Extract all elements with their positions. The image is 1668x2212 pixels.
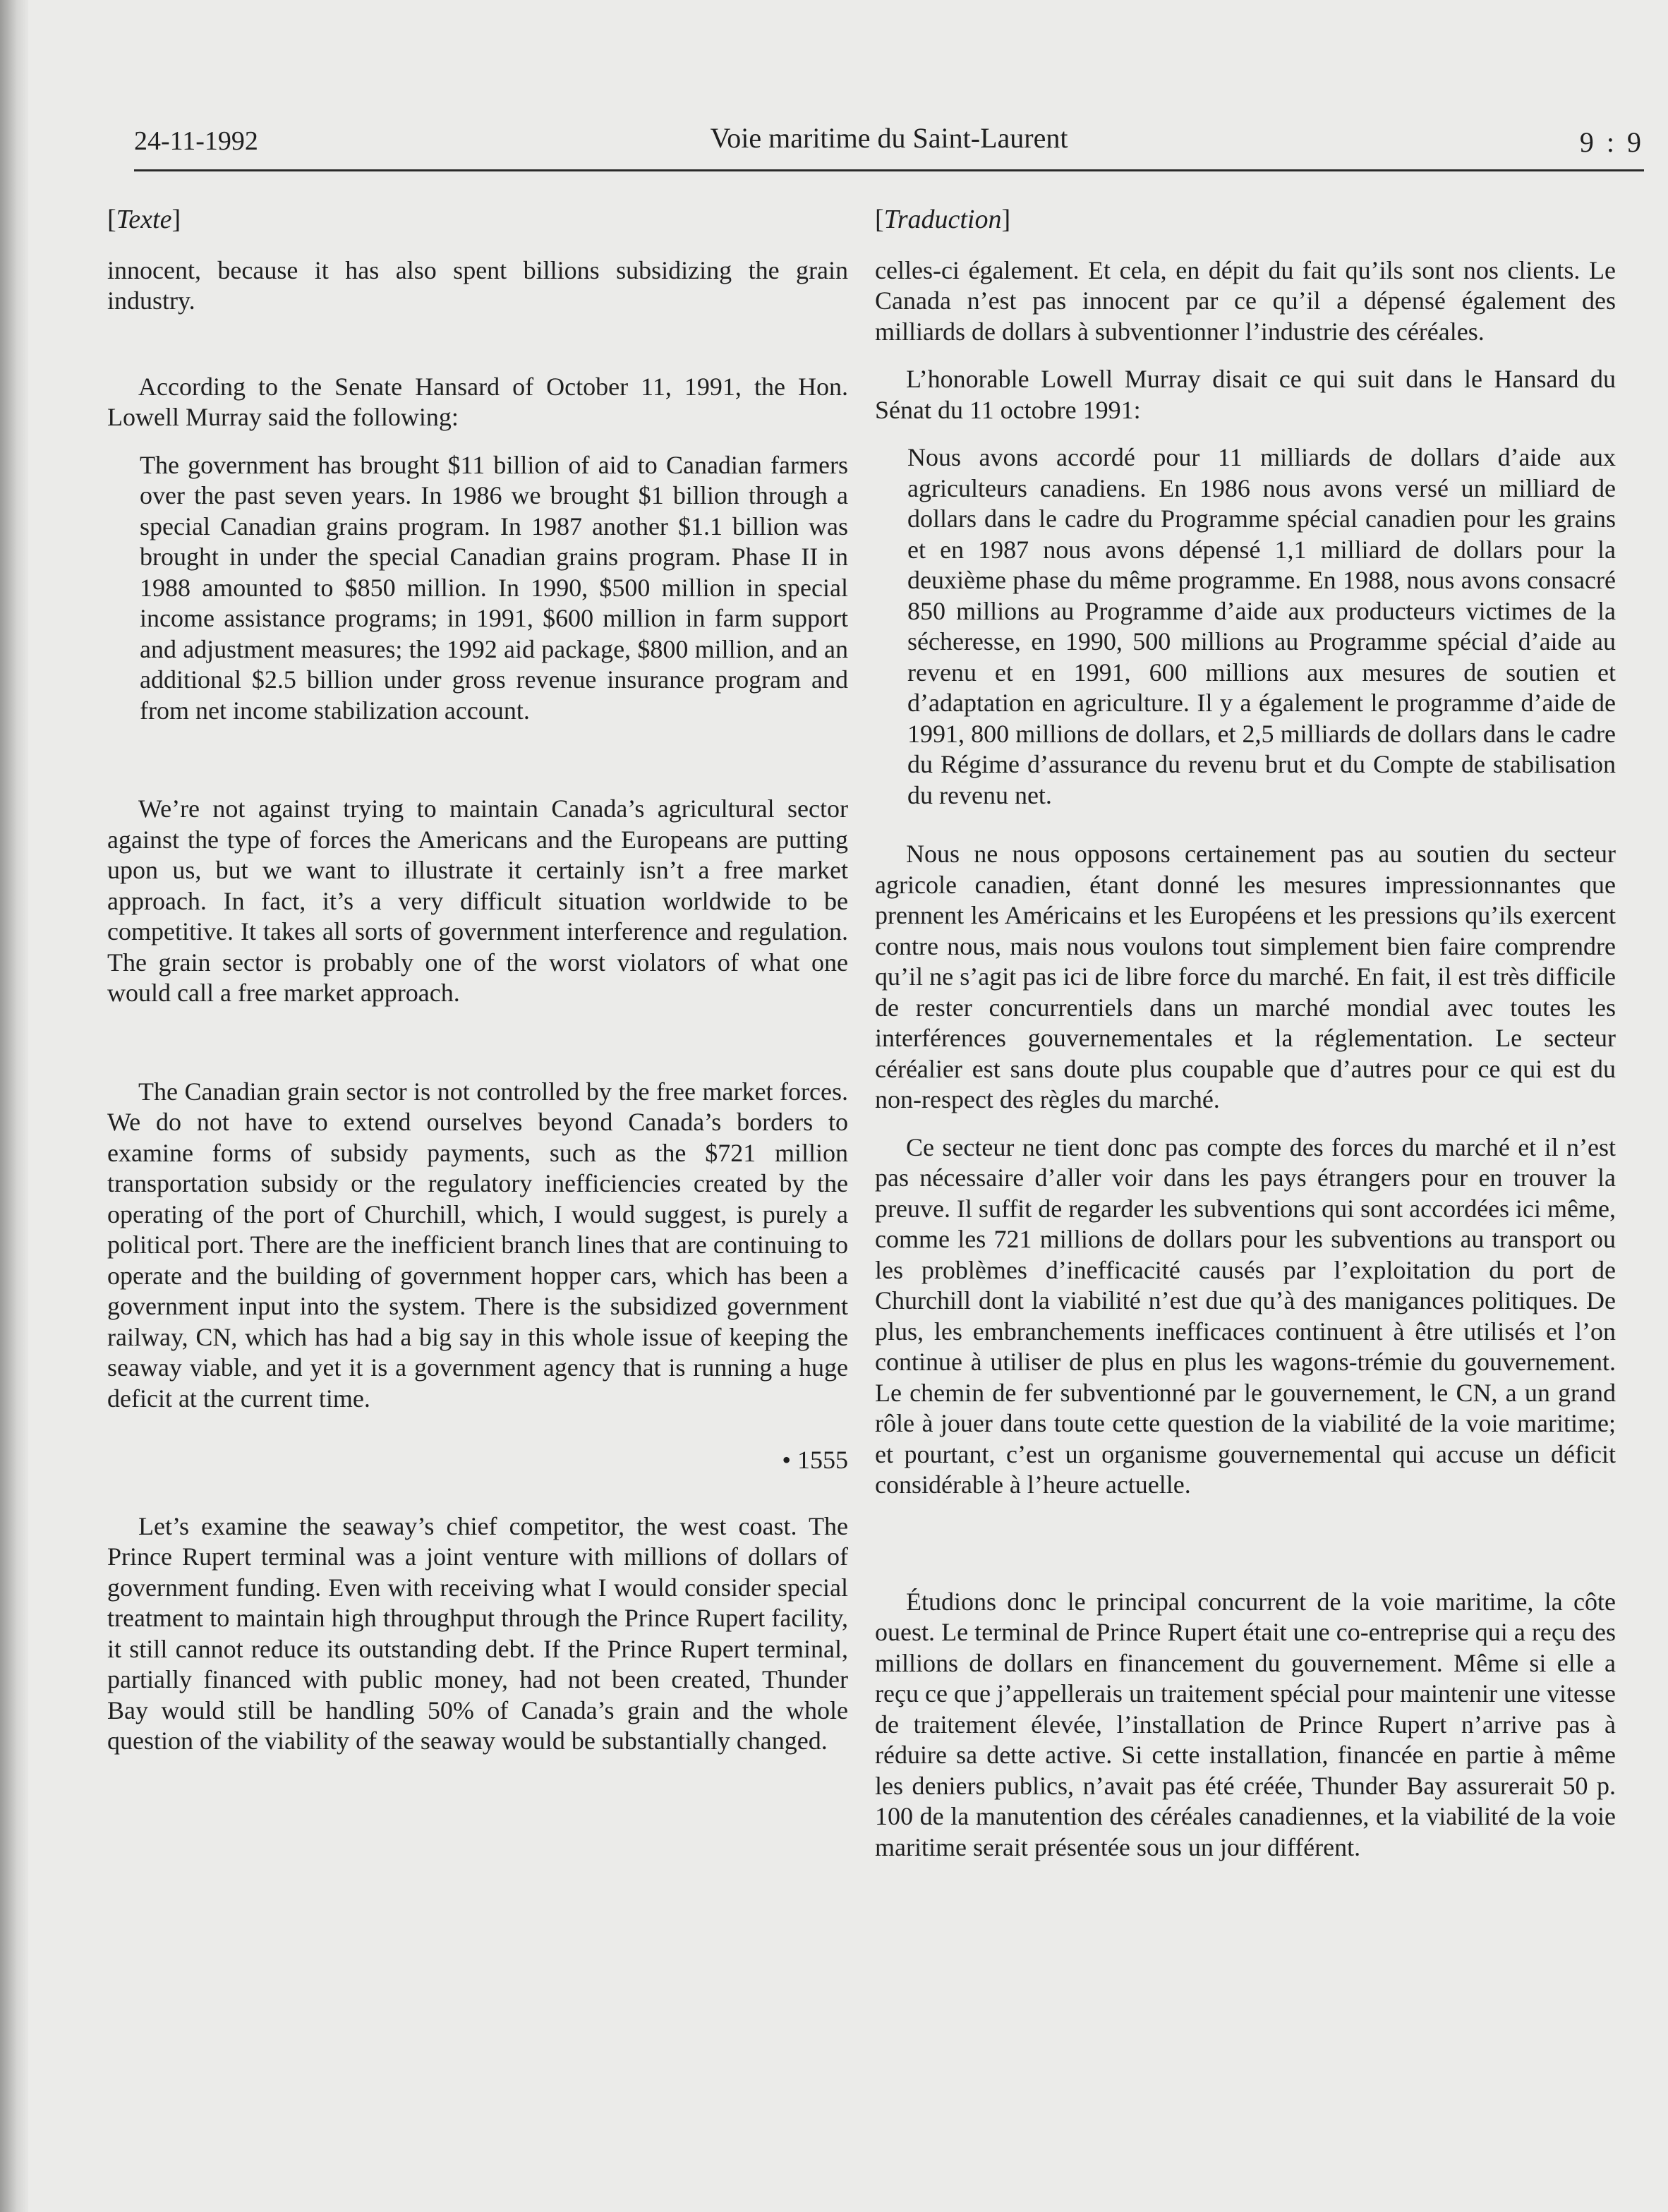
column-label-texte: [Texte] xyxy=(107,205,181,234)
french-column xyxy=(875,205,1616,1863)
running-head xyxy=(134,119,1644,171)
column-label-text: Traduction xyxy=(883,205,1002,234)
block-quote: Nous avons accordé pour 11 milliards de dollars d’aide aux agriculteurs canadiens. En 1986 nous avons versé un milliard de dollars dans le cadre du Programme spécial canadien pour les grains et en 1987 nous avons dépensé 1,1 milliard de dollars pour la deuxième phase du même programme. En 1988, nous avons consacré 850 millions au Programme d’aide aux producteurs victimes de la sécheresse, en 1990, 500 millions au Programme spécial d’aide au revenu et en 1991, 600 millions aux mesures de soutien et d’adaptation en agriculture. Il y a également le programme d’aide de 1991, 800 millions de dollars, et 2,5 milliards de dollars dans le cadre du Régime d’assurance du revenu brut et du Compte de stabilisation du revenu net. xyxy=(907,443,1616,809)
paragraph: According to the Senate Hansard of October 11, 1991, the Hon. Lowell Murray said the following: xyxy=(107,372,848,431)
column-label-text: Texte xyxy=(116,205,172,234)
header-title: Voie maritime du Saint-Laurent xyxy=(710,122,1068,154)
paragraph: Étudions donc le principal concurrent de la voie maritime, la côte ouest. Le terminal de Prince Rupert était une co-entreprise qui a reçu des millions de dollars en financement du gouvernement. Même si elle a reçu ce que j’appellerais un traitement spécial pour maintenir une vitesse de traitement élevée, l’installation de Prince Rupert n’arrive pas à réduire sa dette active. Si cette installation, financée en partie à même les deniers publics, n’avait pas été créée, Thunder Bay assurerait 50 p. 100 de la manutention des céréales canadiennes, et la viabilité de la voie maritime serait présentée sous un jour différent. xyxy=(875,1587,1616,1861)
paragraph: L’honorable Lowell Murray disait ce qui suit dans le Hansard du Sénat du 11 octobre 1991: xyxy=(875,365,1616,424)
block-quote: The government has brought $11 billion of aid to Canadian farmers over the past seven years. In 1986 we brought $1 billion through a special Canadian grains program. In 1987 another $1.1 billion was brought in under the special Canadian grains program. Phase II in 1988 amounted to $850 million. In 1990, $500 million in special income assistance programs; in 1991, $600 million in farm support and adjustment measures; the 1992 aid package, $800 million, and an additional $2.5 billion under gross revenue insurance program and from net income stabilization account. xyxy=(140,450,848,725)
page-number: 9 : 9 xyxy=(1579,126,1644,158)
paragraph: Nous ne nous opposons certainement pas au soutien du secteur agricole canadien, étant donné les mesures impressionnantes que prennent les Américains et les Européens et les pressions qu’ils exercent contre nous, mais nous voulons tout simplement bien faire comprendre qu’il ne s’agit pas ici de libre force du marché. En fait, il est très difficile de rester concurrentiels dans un marché mondial avec toutes les interférences gouvernementales et la réglementation. Le secteur céréalier est sans doute plus coupable que d’autres pour ce qui est du non-respect des règles du marché. xyxy=(875,840,1616,1113)
paragraph: Let’s examine the seaway’s chief competitor, the west coast. The Prince Rupert terminal was a joint venture with millions of dollars of government funding. Even with receiving what I would consider special treatment to maintain high throughput through the Prince Rupert facility, it still cannot reduce its outstanding debt. If the Prince Rupert terminal, partially financed with public money, had not been created, Thunder Bay would still be handling 50% of Canada’s grain and the whole question of the viability of the seaway would be substantially changed. xyxy=(107,1511,848,1755)
paragraph: celles-ci également. Et cela, en dépit du fait qu’ils sont nos clients. Le Canada n’est pas innocent par ce qu’il a dépensé également des milliards de dollars à subventionner l’industrie des céréales. xyxy=(875,255,1616,346)
paragraph: We’re not against trying to maintain Canada’s agricultural sector against the type of forces the Americans and the Europeans are putting upon us, but we want to illustrate it certainly isn’t a free market approach. In fact, it’s a very difficult situation worldwide to be competitive. It takes all sorts of government interference and regulation. The grain sector is probably one of the worst violators of what one would call a free market approach. xyxy=(107,794,848,1007)
column-label-traduction: [Traduction] xyxy=(875,205,1011,234)
english-column xyxy=(107,205,848,1757)
header-date: 24-11-1992 xyxy=(134,126,258,156)
time-marker: • 1555 xyxy=(782,1446,848,1474)
paragraph: The Canadian grain sector is not controlled by the free market forces. We do not have to extend ourselves beyond Canada’s borders to examine forms of subsidy payments, such as the $721 million transportation subsidy or the regulatory inefficiencies created by the operating of the port of Churchill, which, I would suggest, is purely a political port. There are the inefficient branch lines that are continuing to operate and the building of government hopper cars, which has been a government input into the system. There is the subsidized government railway, CN, which has had a big say in this whole issue of keeping the seaway viable, and yet it is a government agency that is running a huge deficit at the current time. xyxy=(107,1077,848,1413)
paragraph: innocent, because it has also spent billions subsidizing the grain industry. xyxy=(107,255,848,315)
binding-shadow xyxy=(0,0,28,2212)
paragraph: Ce secteur ne tient donc pas compte des forces du marché et il n’est pas nécessaire d’aller voir dans les pays étrangers pour en trouver la preuve. Il suffit de regarder les subventions qui sont accordées ici même, comme les 721 millions de dollars pour les subventions au transport ou les problèmes d’inefficacité causés par l’exploitation du port de Churchill dont la viabilité n’est due qu’à des manigances politiques. De plus, les embranchements inefficaces continuent à être utilisés et l’on continue à utiliser de plus en plus les wagons-trémie du gouvernement. Le chemin de fer subventionné par le gouvernement, le CN, a un grand rôle à jouer dans toute cette question de la viabilité de la voie maritime; et pourtant, c’est un organisme gouvernemental qui accuse un déficit considérable à l’heure actuelle. xyxy=(875,1132,1616,1499)
